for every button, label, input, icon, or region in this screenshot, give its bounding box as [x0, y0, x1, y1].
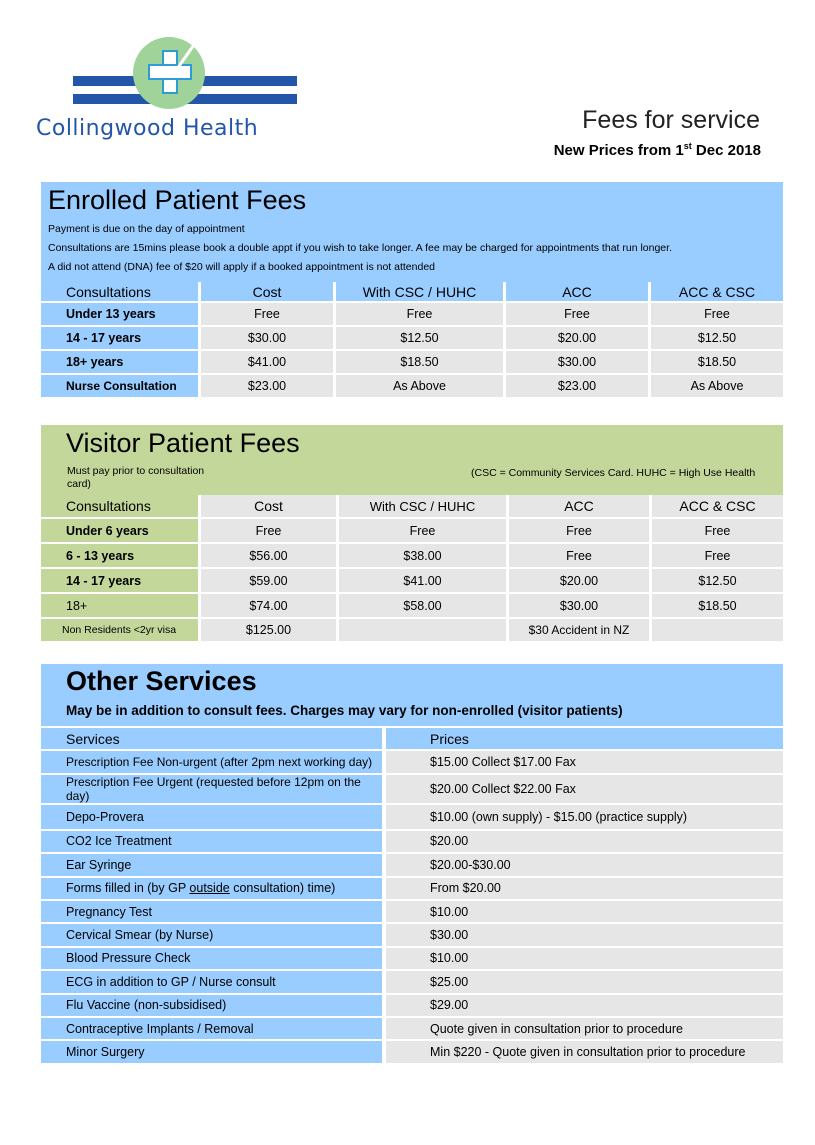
service-name: Contraceptive Implants / Removal [41, 1018, 386, 1041]
table-row [41, 878, 783, 901]
table-row [41, 751, 783, 774]
visitor-note-right: (CSC = Community Services Card. HUHC = High Use Health [471, 467, 756, 479]
column-header: With CSC / HUHC [336, 282, 506, 303]
visitor-title: Visitor Patient Fees [66, 428, 300, 458]
row-label: 14 - 17 years [41, 569, 201, 594]
table-cell: Free [509, 519, 652, 544]
table-cell: Free [336, 303, 506, 327]
table-cell: Free [339, 519, 509, 544]
table-cell: $59.00 [201, 569, 339, 594]
row-label: Non Residents <2yr visa [41, 619, 201, 643]
service-name: Prescription Fee Non-urgent (after 2pm next working day) [41, 751, 386, 774]
table-cell: $18.50 [336, 351, 506, 375]
service-name: Flu Vaccine (non-subsidised) [41, 995, 386, 1018]
table-cell: $30.00 [201, 327, 336, 351]
service-price: From $20.00 [386, 878, 783, 901]
table-cell: $30.00 [509, 594, 652, 619]
row-label: 18+ [41, 594, 201, 619]
service-price: Quote given in consultation prior to procedure [386, 1018, 783, 1041]
table-cell [652, 619, 783, 643]
table-row [41, 327, 783, 351]
table-cell: Free [652, 519, 783, 544]
table-row [41, 948, 783, 971]
table-row [41, 1041, 783, 1064]
table-row [41, 854, 783, 877]
column-header: Prices [386, 728, 783, 751]
table-cell: $23.00 [506, 375, 651, 399]
visitor-fees-table [41, 495, 783, 643]
table-cell: $23.00 [201, 375, 336, 399]
row-label: Under 13 years [41, 303, 201, 327]
enrolled-note: Consultations are 15mins please book a double appt if you wish to take longer. A fee may be charged for appointments that run longer. [48, 242, 672, 254]
table-cell: $125.00 [201, 619, 339, 643]
table-cell: $18.50 [652, 594, 783, 619]
table-row [41, 303, 783, 327]
brand-name: Collingwood Health [36, 116, 259, 141]
table-row [41, 594, 783, 619]
visitor-fees-header [41, 425, 783, 495]
document-subtitle [554, 141, 761, 159]
enrolled-title: Enrolled Patient Fees [48, 185, 307, 215]
service-name: Prescription Fee Urgent (requested before 12pm on the day) [41, 775, 386, 805]
table-row [41, 519, 783, 544]
table-cell: $30 Accident in NZ [509, 619, 652, 643]
enrolled-note: Payment is due on the day of appointment [48, 223, 245, 235]
service-name: Depo-Provera [41, 805, 386, 831]
column-header: ACC [506, 282, 651, 303]
service-price: Min $220 - Quote given in consultation prior to procedure [386, 1041, 783, 1064]
service-price: $10.00 [386, 901, 783, 924]
table-cell: $12.50 [336, 327, 506, 351]
service-name: Forms filled in (by GP outside consultation) time) [41, 878, 386, 901]
service-name: ECG in addition to GP / Nurse consult [41, 971, 386, 994]
table-cell: Free [201, 519, 339, 544]
service-name: Ear Syringe [41, 854, 386, 877]
table-cell: $20.00 [509, 569, 652, 594]
table-cell: $41.00 [339, 569, 509, 594]
column-header: ACC & CSC [651, 282, 783, 303]
table-cell: $56.00 [201, 544, 339, 569]
service-name: Blood Pressure Check [41, 948, 386, 971]
table-header-row [41, 282, 783, 303]
medical-cross-center [164, 66, 176, 78]
service-price: $20.00-$30.00 [386, 854, 783, 877]
row-label: Under 6 years [41, 519, 201, 544]
table-cell: As Above [651, 375, 783, 399]
table-cell: $38.00 [339, 544, 509, 569]
table-row [41, 1018, 783, 1041]
table-row [41, 619, 783, 643]
table-header-row [41, 728, 783, 751]
column-header: Consultations [41, 495, 201, 519]
table-cell: Free [652, 544, 783, 569]
enrolled-note: A did not attend (DNA) fee of $20 will apply if a booked appointment is not attended [48, 261, 435, 273]
table-row [41, 805, 783, 831]
column-header: ACC & CSC [652, 495, 783, 519]
table-row [41, 351, 783, 375]
other-services-subtitle: May be in addition to consult fees. Charges may vary for non-enrolled (visitor patients) [66, 703, 623, 718]
service-name: Minor Surgery [41, 1041, 386, 1064]
table-cell: $20.00 [506, 327, 651, 351]
table-row [41, 775, 783, 805]
subtitle-text-end: Dec 2018 [691, 142, 761, 159]
column-header: Services [41, 728, 386, 751]
table-header-row [41, 495, 783, 519]
table-cell: $74.00 [201, 594, 339, 619]
row-label: 18+ years [41, 351, 201, 375]
table-row [41, 995, 783, 1018]
visitor-note-left: Must pay prior to consultation card) [67, 465, 205, 490]
subtitle-text: New Prices from 1 [553, 142, 684, 159]
subtitle-superscript: st [683, 141, 692, 151]
service-price: $29.00 [386, 995, 783, 1018]
service-price: $30.00 [386, 924, 783, 947]
table-row [41, 569, 783, 594]
column-header: ACC [509, 495, 652, 519]
table-cell: Free [651, 303, 783, 327]
column-header: Cost [201, 495, 339, 519]
service-price: $10.00 [386, 948, 783, 971]
column-header: Cost [201, 282, 336, 303]
column-header: Consultations [41, 282, 201, 303]
service-name: Pregnancy Test [41, 901, 386, 924]
service-name: Cervical Smear (by Nurse) [41, 924, 386, 947]
service-price: $20.00 Collect $22.00 Fax [386, 775, 783, 805]
collingwood-health-logo [36, 32, 306, 147]
row-label: Nurse Consultation [41, 375, 201, 399]
table-row [41, 831, 783, 854]
row-label: 14 - 17 years [41, 327, 201, 351]
table-row [41, 971, 783, 994]
table-cell: Free [506, 303, 651, 327]
table-row [41, 924, 783, 947]
table-row [41, 375, 783, 399]
other-services-table [41, 728, 783, 1065]
table-row [41, 901, 783, 924]
table-cell: $12.50 [652, 569, 783, 594]
enrolled-fees-header [41, 182, 783, 282]
service-price: $15.00 Collect $17.00 Fax [386, 751, 783, 774]
other-services-title: Other Services [66, 666, 257, 696]
enrolled-fees-table [41, 282, 783, 399]
table-cell: As Above [336, 375, 506, 399]
table-row [41, 544, 783, 569]
table-cell: Free [201, 303, 336, 327]
table-cell: $12.50 [651, 327, 783, 351]
service-price: $20.00 [386, 831, 783, 854]
table-cell: $30.00 [506, 351, 651, 375]
table-cell: $58.00 [339, 594, 509, 619]
table-cell: Free [509, 544, 652, 569]
table-cell: $18.50 [651, 351, 783, 375]
row-label: 6 - 13 years [41, 544, 201, 569]
document-title: Fees for service [582, 106, 760, 134]
service-name: CO2 Ice Treatment [41, 831, 386, 854]
service-price: $25.00 [386, 971, 783, 994]
service-price: $10.00 (own supply) - $15.00 (practice supply) [386, 805, 783, 831]
column-header: With CSC / HUHC [339, 495, 509, 519]
table-cell: $41.00 [201, 351, 336, 375]
table-cell [339, 619, 509, 643]
